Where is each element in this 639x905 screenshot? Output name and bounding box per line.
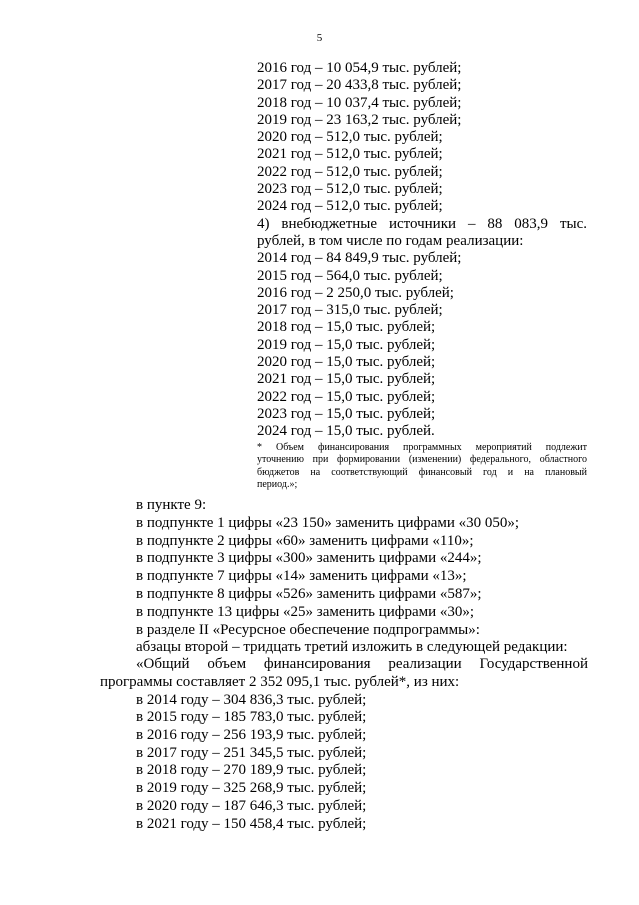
- total-funding-line-2021: в 2021 году – 150 458,4 тыс. рублей;: [136, 815, 367, 832]
- amendment-line: в подпункте 7 цифры «14» заменить цифрами «13»;: [136, 568, 467, 585]
- extrabudget-line-2024: 2024 год – 15,0 тыс. рублей.: [257, 423, 435, 440]
- footnote-line: бюджетов на соответствующий финансовый год и на плановый: [257, 466, 587, 478]
- amendments-block: [136, 497, 588, 657]
- funding-line-2016: 2016 год – 10 054,9 тыс. рублей;: [257, 60, 462, 76]
- extrabudget-line-2014: 2014 год – 84 849,9 тыс. рублей;: [257, 250, 462, 267]
- total-funding-line-2020: в 2020 году – 187 646,3 тыс. рублей;: [136, 797, 367, 814]
- amendment-line: в подпункте 1 цифры «23 150» заменить цифрами «30 050»;: [136, 514, 520, 531]
- total-funding-years: [100, 692, 588, 834]
- total-funding-line-2015: в 2015 году – 185 783,0 тыс. рублей;: [136, 709, 367, 726]
- extrabudget-heading-line1: 4) внебюджетные источники – 88 083,9 тыс.: [257, 215, 587, 232]
- amendment-line: в подпункте 8 цифры «526» заменить цифрами «587»;: [136, 585, 482, 602]
- amendment-line: в подпункте 13 цифры «25» заменить цифрами «30»;: [136, 603, 475, 620]
- extrabudget-line-2015: 2015 год – 564,0 тыс. рублей;: [257, 267, 443, 284]
- footnote-line: период.»;: [257, 479, 298, 491]
- extrabudget-line-2023: 2023 год – 15,0 тыс. рублей;: [257, 405, 436, 422]
- extrabudget-line-2021: 2021 год – 15,0 тыс. рублей;: [257, 371, 436, 388]
- funding-line-2020: 2020 год – 512,0 тыс. рублей;: [257, 129, 443, 146]
- extrabudget-line-2017: 2017 год – 315,0 тыс. рублей;: [257, 302, 443, 319]
- amendment-line: абзацы второй – тридцать третий изложить в следующей редакции:: [136, 639, 568, 656]
- amendment-line: в пункте 9:: [136, 497, 207, 513]
- amendment-line: в подпункте 3 цифры «300» заменить цифрами «244»;: [136, 550, 482, 567]
- funding-by-year-block: [257, 60, 587, 492]
- extrabudget-line-2016: 2016 год – 2 250,0 тыс. рублей;: [257, 284, 454, 301]
- total-funding-paragraph-line2: программы составляет 2 352 095,1 тыс. рублей*, из них:: [100, 673, 460, 690]
- funding-line-2017: 2017 год – 20 433,8 тыс. рублей;: [257, 77, 462, 94]
- funding-line-2024: 2024 год – 512,0 тыс. рублей;: [257, 198, 443, 215]
- total-funding-line-2017: в 2017 году – 251 345,5 тыс. рублей;: [136, 744, 367, 761]
- footnote-line: * Объем финансирования программных мероприятий подлежит: [257, 441, 587, 453]
- amendment-line: в подпункте 2 цифры «60» заменить цифрами «110»;: [136, 532, 474, 549]
- extrabudget-line-2020: 2020 год – 15,0 тыс. рублей;: [257, 354, 436, 371]
- total-funding-line-2019: в 2019 году – 325 268,9 тыс. рублей;: [136, 780, 367, 797]
- funding-line-2019: 2019 год – 23 163,2 тыс. рублей;: [257, 111, 462, 128]
- footnote: [257, 442, 587, 492]
- funding-line-2021: 2021 год – 512,0 тыс. рублей;: [257, 146, 443, 163]
- extrabudget-line-2022: 2022 год – 15,0 тыс. рублей;: [257, 388, 436, 405]
- amendment-line: в разделе II «Ресурсное обеспечение подпрограммы»:: [136, 621, 480, 638]
- page-number: 5: [316, 32, 323, 44]
- extrabudget-heading-line2: рублей, в том числе по годам реализации:: [257, 232, 524, 249]
- total-funding-line-2018: в 2018 году – 270 189,9 тыс. рублей;: [136, 762, 367, 779]
- extrabudget-line-2018: 2018 год – 15,0 тыс. рублей;: [257, 319, 436, 336]
- funding-line-2022: 2022 год – 512,0 тыс. рублей;: [257, 163, 443, 180]
- funding-line-2023: 2023 год – 512,0 тыс. рублей;: [257, 181, 443, 198]
- total-funding-line-2016: в 2016 году – 256 193,9 тыс. рублей;: [136, 727, 367, 743]
- extrabudget-line-2019: 2019 год – 15,0 тыс. рублей;: [257, 336, 436, 353]
- total-funding-paragraph-line1: «Общий объем финансирования реализации Государственной: [136, 656, 588, 672]
- funding-line-2018: 2018 год – 10 037,4 тыс. рублей;: [257, 94, 462, 111]
- total-funding-line-2014: в 2014 году – 304 836,3 тыс. рублей;: [136, 691, 367, 708]
- footnote-line: уточнению при формировании (изменении) федерального, областного: [257, 454, 587, 466]
- total-funding-block: [100, 656, 588, 833]
